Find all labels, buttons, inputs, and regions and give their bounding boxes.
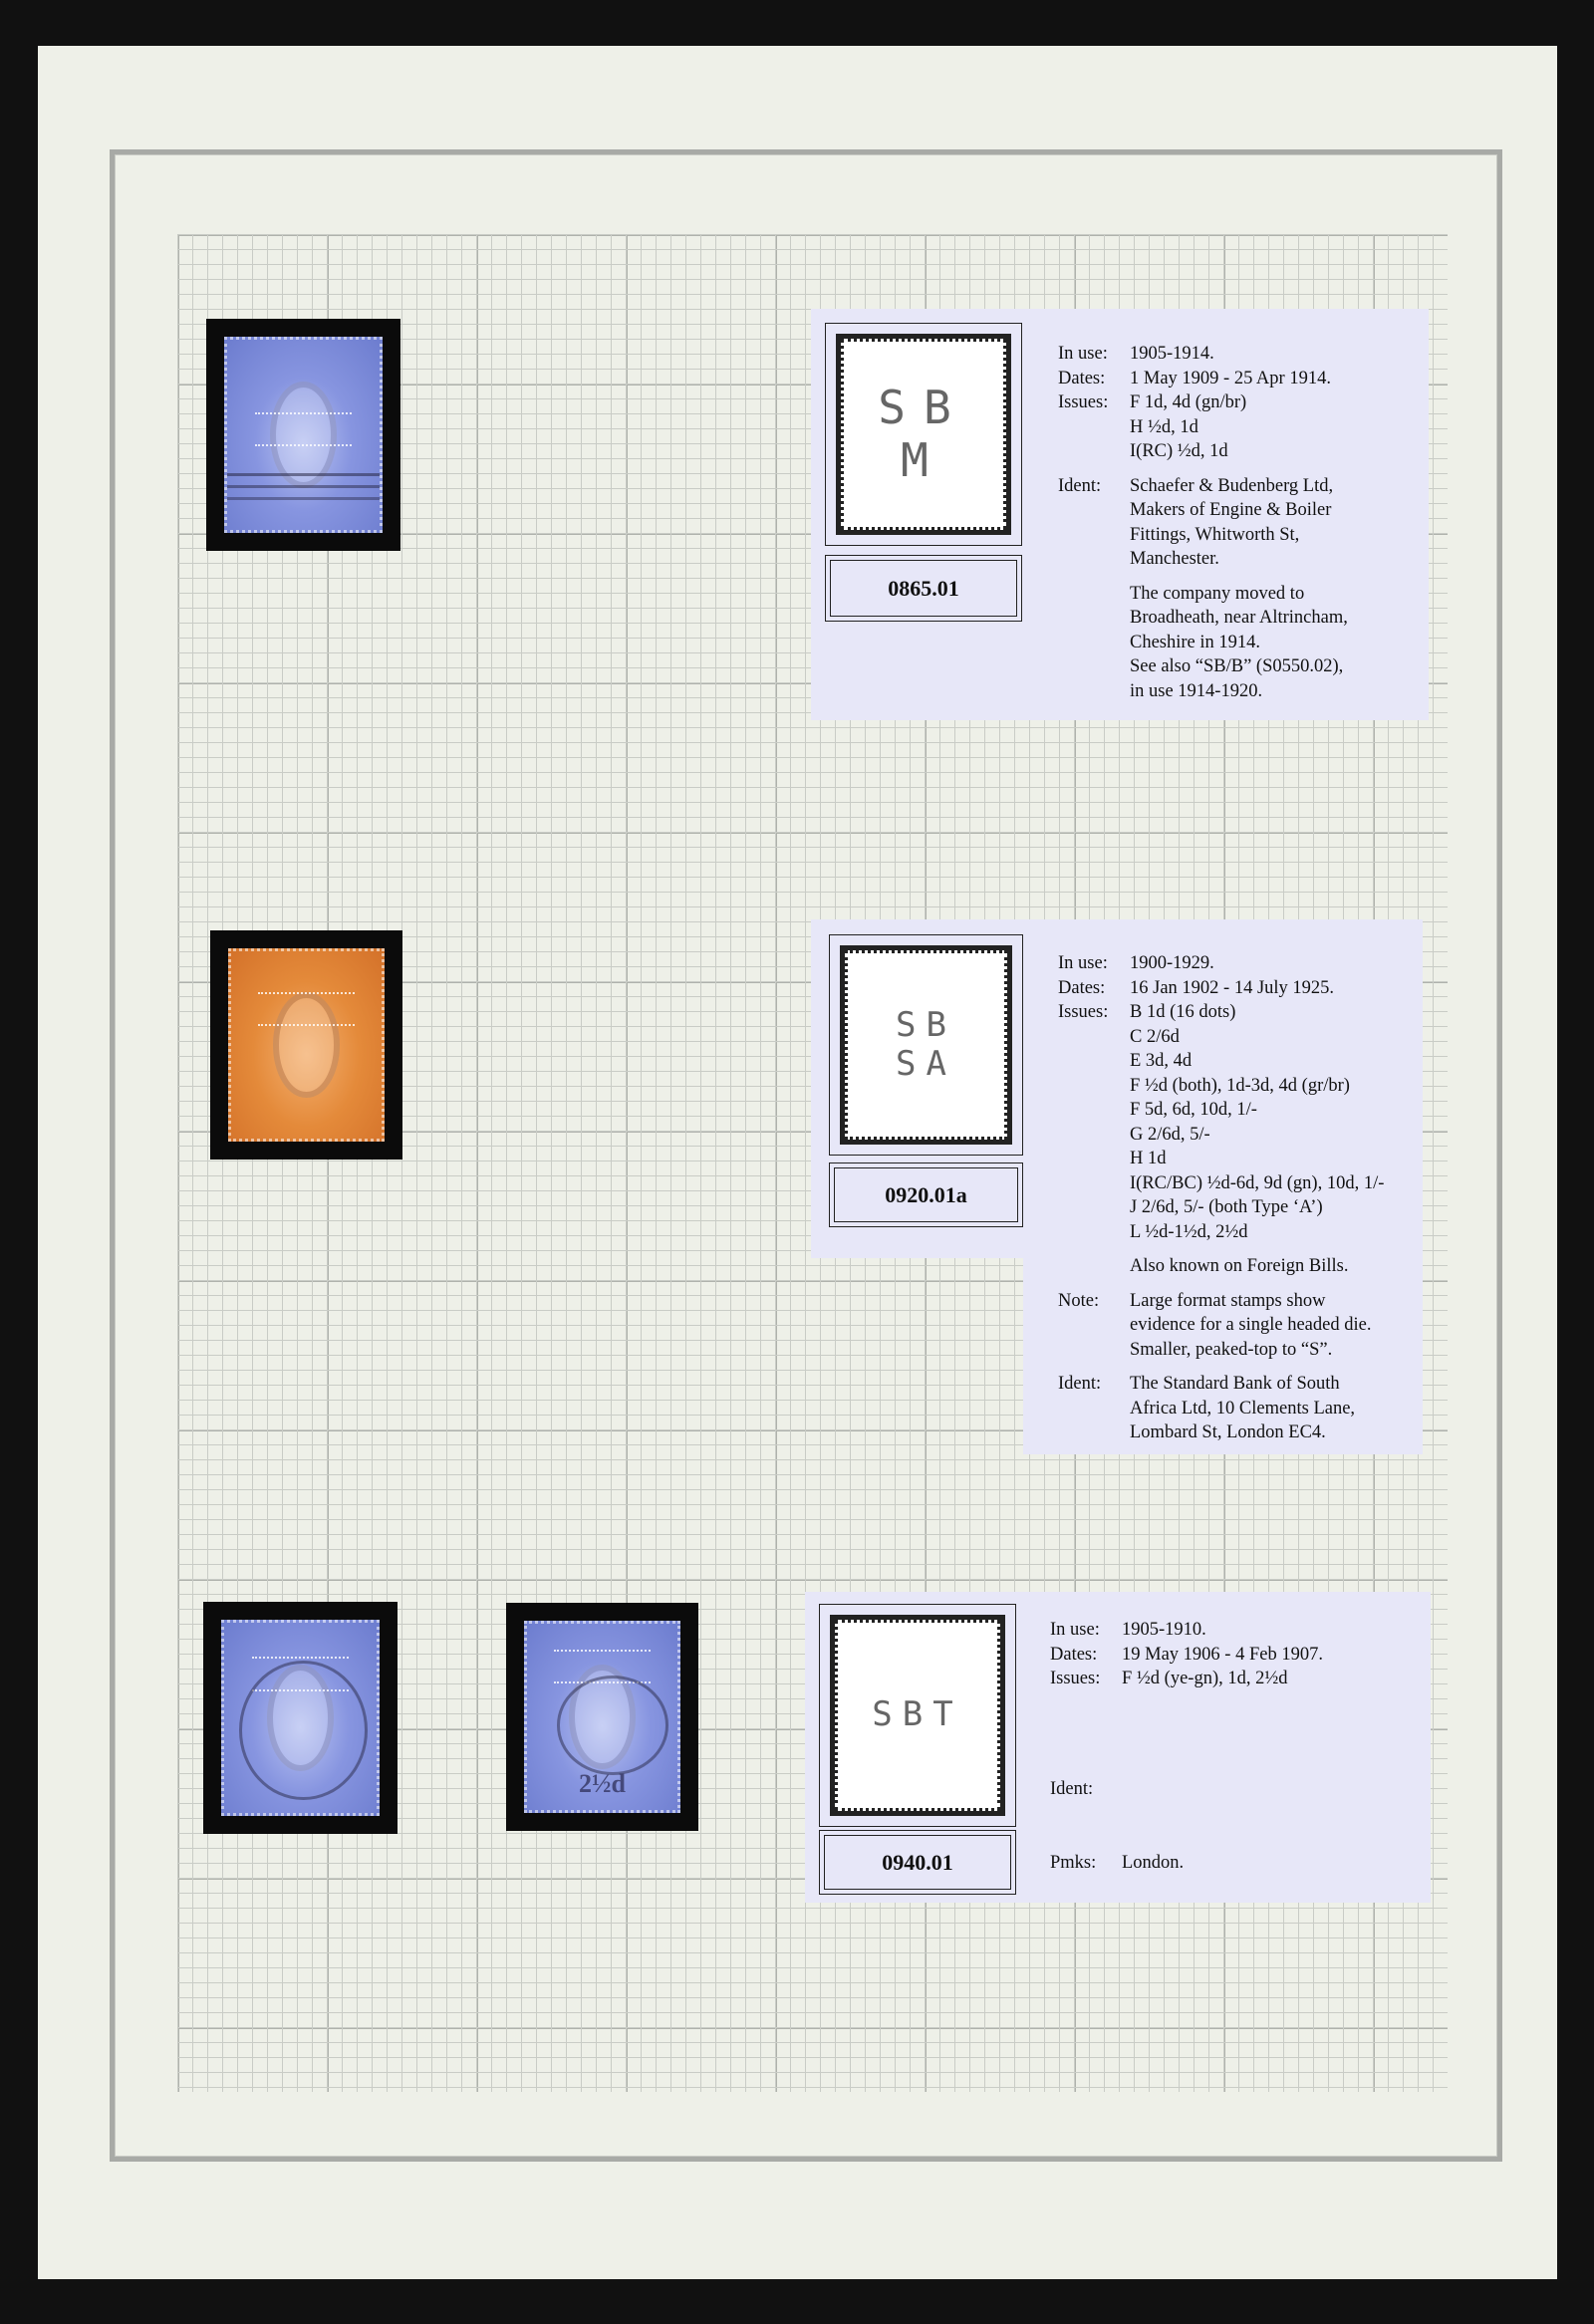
ident-line: Makers of Engine & Boiler <box>1130 500 1332 520</box>
ident-line: Lombard St, London EC4. <box>1130 1422 1326 1442</box>
note-line: in use 1914-1920. <box>1130 680 1263 701</box>
entry-details-0940 <box>1050 1618 1429 1876</box>
cancel-bars <box>224 473 383 476</box>
note-line: Broadheath, near Altrincham, <box>1130 608 1348 628</box>
ident-line: Africa Ltd, 10 Clements Lane, <box>1130 1398 1356 1419</box>
note-line: Cheshire in 1914. <box>1130 632 1261 652</box>
stamp-0920 <box>210 930 402 1160</box>
note-line: See also “SB/B” (S0550.02), <box>1130 656 1344 676</box>
issues-label: Issues: <box>1050 1669 1101 1688</box>
in-use-label: In use: <box>1058 953 1108 973</box>
reference-number: 0865.01 <box>830 560 1017 617</box>
ident-line: Fittings, Whitworth St, <box>1130 524 1300 545</box>
dates-label: Dates: <box>1058 977 1106 998</box>
perfin-die-pattern <box>841 339 1006 530</box>
issue-line: F 1d, 4d (gn/br) <box>1130 392 1247 412</box>
pmks-label: Pmks: <box>1050 1853 1097 1873</box>
issue-line: F ½d (both), 1d-3d, 4d (gr/br) <box>1130 1075 1350 1096</box>
issue-line: I(RC) ½d, 1d <box>1130 441 1228 461</box>
die-line-2: SA <box>896 1044 956 1084</box>
stamp-0940-a <box>203 1602 398 1834</box>
issue-line: L ½d-1½d, 2½d <box>1130 1221 1248 1242</box>
pmks-value: London. <box>1122 1853 1185 1873</box>
issue-line: E 3d, 4d <box>1130 1051 1193 1071</box>
also-known-note: Also known on Foreign Bills. <box>1130 1256 1349 1276</box>
entry-details-0865 <box>1058 342 1427 703</box>
die-line-1: SB <box>878 381 969 435</box>
dates-label: Dates: <box>1058 368 1106 388</box>
issue-line: I(RC/BC) ½d-6d, 9d (gn), 10d, 1/- <box>1130 1172 1385 1193</box>
in-use-value: 1900-1929. <box>1130 953 1214 973</box>
dates-value: 16 Jan 1902 - 14 July 1925. <box>1130 977 1335 998</box>
ident-label: Ident: <box>1058 475 1102 496</box>
postmark <box>239 1661 367 1800</box>
issues-label: Issues: <box>1058 392 1109 412</box>
ident-line: The Standard Bank of South <box>1130 1374 1340 1394</box>
dates-label: Dates: <box>1050 1644 1098 1665</box>
die-line-1: SBT <box>872 1694 963 1735</box>
die-illustration-box <box>819 1604 1016 1827</box>
ident-line: Schaefer & Budenberg Ltd, <box>1130 475 1334 496</box>
ident-line <box>1122 1777 1429 1802</box>
perfin-holes <box>258 992 355 1026</box>
in-use-value: 1905-1914. <box>1130 344 1214 364</box>
in-use-value: 1905-1910. <box>1122 1620 1206 1640</box>
stamp-image <box>228 948 385 1142</box>
note-line: Large format stamps show <box>1130 1290 1326 1311</box>
in-use-label: In use: <box>1050 1620 1100 1640</box>
reference-number: 0940.01 <box>824 1835 1011 1890</box>
dates-value: 19 May 1906 - 4 Feb 1907. <box>1122 1644 1323 1665</box>
issue-line: G 2/6d, 5/- <box>1130 1124 1210 1145</box>
stamp-image <box>221 1620 380 1816</box>
die-line-1: SB <box>896 1004 956 1045</box>
stamp-image <box>524 1621 680 1813</box>
entry-details-0920 <box>1058 951 1423 1445</box>
issues-label: Issues: <box>1058 1002 1109 1022</box>
stamp-image <box>224 337 383 533</box>
reference-box <box>829 1162 1023 1227</box>
note-label: Note: <box>1058 1290 1100 1311</box>
note-line: Smaller, peaked-top to “S”. <box>1130 1339 1333 1360</box>
ident-label: Ident: <box>1050 1778 1094 1799</box>
stamp-value: 2½d <box>579 1768 626 1798</box>
die-illustration-box <box>825 323 1022 546</box>
reference-box <box>819 1830 1016 1895</box>
issue-line: C 2/6d <box>1130 1026 1180 1047</box>
issue-line: B 1d (16 dots) <box>1130 1002 1236 1022</box>
reference-number: 0920.01a <box>834 1167 1018 1222</box>
postmark <box>557 1676 668 1775</box>
note-line: evidence for a single headed die. <box>1130 1315 1372 1335</box>
die-illustration-box <box>829 934 1023 1156</box>
perfin-die-pattern <box>835 1620 1000 1811</box>
die-line-2: M <box>901 433 946 487</box>
ident-line: Manchester. <box>1130 549 1219 569</box>
issue-line: H 1d <box>1130 1149 1167 1168</box>
in-use-label: In use: <box>1058 344 1108 364</box>
perfin-holes <box>255 412 353 447</box>
stamp-0865 <box>206 319 400 551</box>
issue-line: J 2/6d, 5/- (both Type ‘A’) <box>1130 1197 1323 1217</box>
issue-line: H ½d, 1d <box>1130 416 1198 437</box>
note-line: The company moved to <box>1130 583 1305 604</box>
issue-line: F 5d, 6d, 10d, 1/- <box>1130 1100 1257 1120</box>
perfin-die-pattern <box>845 950 1007 1140</box>
dates-value: 1 May 1909 - 25 Apr 1914. <box>1130 368 1331 388</box>
reference-box <box>825 555 1022 622</box>
issue-line: F ½d (ye-gn), 1d, 2½d <box>1122 1669 1288 1688</box>
ident-label: Ident: <box>1058 1374 1102 1394</box>
stamp-0940-b <box>506 1603 698 1831</box>
